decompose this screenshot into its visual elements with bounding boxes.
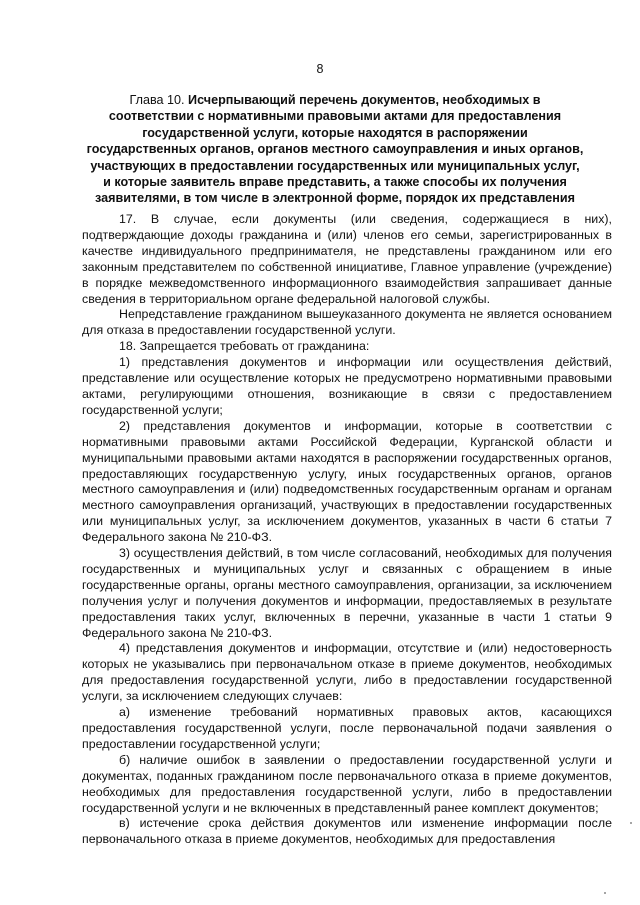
list-item-3: 3) осуществления действий, в том числе согласований, необходимых для получения государственных и муниципальных услуг и связанных с обращением в иные государственные органы, органы местного самоуправления, организации, за исключением получения услуг и получения документов и информации, предоставляемых в результате предоставления таких услуг, включенных в перечни, указанные в части 1 статьи 9 Федерального закона № 210-ФЗ. xyxy=(82,546,612,640)
scan-speck xyxy=(630,822,632,824)
list-item-1: 1) представления документов и информации или осуществления действий, представление или осуществление которых не предусмотрено нормативными правовыми актами, регулирующими отношения, возникающие в связи с предоставлением государственной услуги; xyxy=(82,355,612,417)
sub-item-a: а) изменение требований нормативных правовых актов, касающихся предоставления государственной услуги, после первоначальной подачи заявления о предоставлении государственной услуги; xyxy=(82,705,612,751)
sub-item-b: б) наличие ошибок в заявлении о предоставлении государственной услуги и документах, поданных гражданином после первоначального отказа в приеме документов, необходимых для предоставления государственной услуги, либо в предоставлении государственной услуги и не включенных в представленный ранее комплект документов; xyxy=(82,752,612,815)
list-item-2: 2) представления документов и информации, которые в соответствии с нормативными правовыми актами Российской Федерации, Курганской области и муниципальными правовыми актами находятся в распоряжении государственных органов, предоставляющих государственную услугу, иных государственных органов, органов местного самоуправления и (или) подведомственных государственным органам и органам местного самоуправления организаций, участвующих в предоставлении государственных или муниципальных услуг, за исключением документов, указанных в части 6 статьи 7 Федерального закона № 210-ФЗ. xyxy=(82,418,612,545)
chapter-prefix: Глава 10. xyxy=(129,93,185,107)
paragraph-18: 18. Запрещается требовать от гражданина: xyxy=(119,339,370,354)
sub-item-v: в) истечение срока действия документов или изменение информации после первоначального отказа в приеме документов, необходимых для предоставления xyxy=(82,816,612,847)
chapter-title: Исчерпывающий перечень документов, необходимых в соответствии с нормативными правовыми актами для предоставления государственной услуги, которые находятся в распоряжении государственных органов, органов местного самоуправления и иных органов, участвующих в предоставлении государственных или муниципальных услуг, и которые заявитель вправе представить, а также способы их получения заявителями, в том числе в электронной форме, порядок их представления xyxy=(86,93,584,206)
list-item-4: 4) представления документов и информации, отсутствие и (или) недостоверность которых не указывались при первоначальном отказе в приеме документов, необходимых для предоставления государственной услуги, либо в предоставлении государственной услуги, за исключением следующих случаев: xyxy=(82,641,612,704)
paragraph-17: 17. В случае, если документы (или сведения, содержащиеся в них), подтверждающие доходы гражданина и (или) членов его семьи, зарегистрированных в качестве индивидуального предпринимателя, не представлены гражданином или его законным представителем по собственной инициативе, Главное управление (учреждение) в порядке межведомственного информационного взаимодействия запрашивает данные сведения в территориальном органе федеральной налоговой службы. xyxy=(82,212,612,306)
page-number: 8 xyxy=(316,62,324,76)
scan-speck xyxy=(604,892,606,894)
document-body xyxy=(82,212,612,848)
chapter-heading xyxy=(86,92,584,207)
paragraph-non-submission: Непредставление гражданином вышеуказанного документа не является основанием для отказа в предоставлении государственной услуги. xyxy=(82,307,612,338)
